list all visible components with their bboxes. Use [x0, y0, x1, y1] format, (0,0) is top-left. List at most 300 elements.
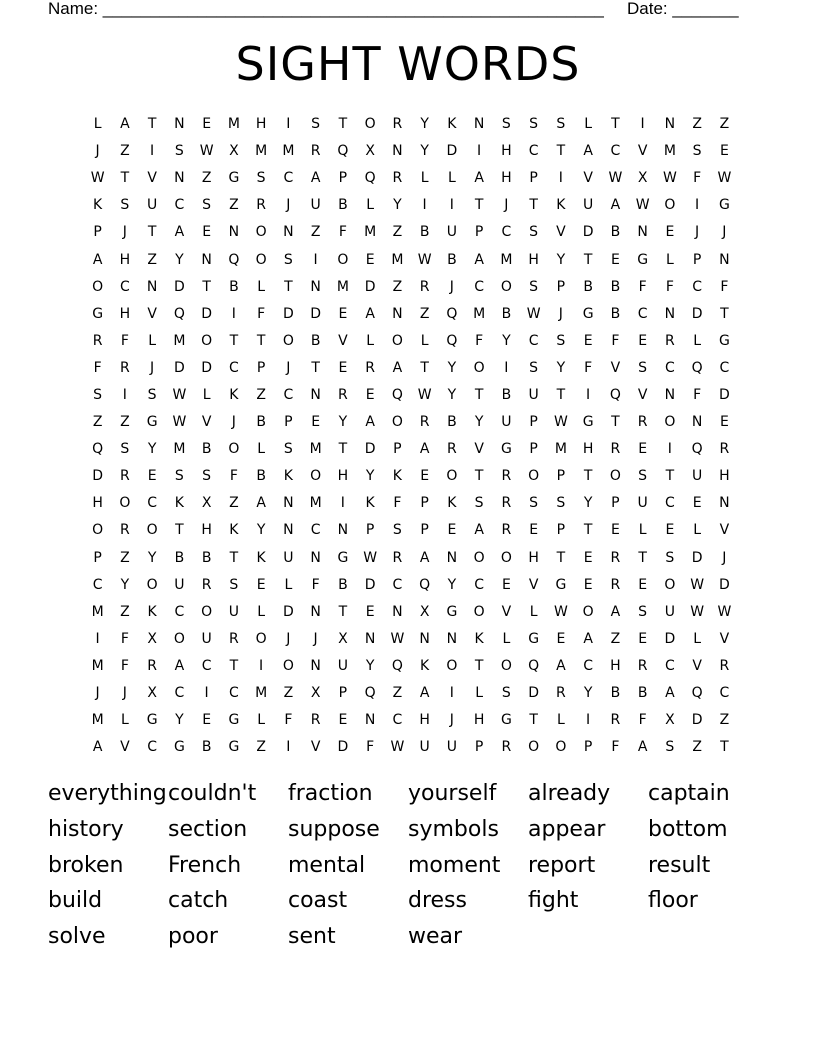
grid-row [84, 626, 738, 653]
grid-letter: B [229, 278, 239, 295]
grid-letter: F [584, 359, 593, 376]
grid-letter: H [201, 522, 212, 539]
grid-letter: T [529, 712, 538, 729]
grid-row [84, 653, 738, 680]
word-bank-item: floor [648, 888, 698, 914]
grid-letter: V [719, 630, 730, 647]
grid-letter: X [147, 630, 157, 647]
grid-letter: U [446, 224, 457, 241]
grid-letter: M [663, 143, 676, 160]
word-bank-item: bottom [648, 816, 728, 842]
grid-letter: R [501, 468, 512, 485]
grid-letter: C [174, 197, 185, 214]
grid-letter: J [150, 359, 155, 376]
grid-letter: N [664, 116, 676, 133]
word-bank-item: coast [288, 888, 348, 914]
grid-letter: I [586, 386, 591, 403]
grid-letter: P [556, 278, 566, 295]
grid-letter: J [122, 685, 127, 702]
grid-letter: L [529, 603, 538, 620]
grid-letter: Q [173, 305, 185, 322]
grid-letter: A [610, 603, 621, 620]
grid-letter: C [392, 576, 403, 593]
grid-letter: M [173, 332, 186, 349]
grid-letter: B [583, 278, 593, 295]
grid-letter: T [474, 468, 484, 485]
grid-letter: U [174, 576, 185, 593]
grid-letter: Y [147, 549, 157, 566]
grid-letter: Z [392, 685, 403, 702]
grid-letter: A [583, 630, 593, 647]
grid-letter: O [364, 116, 376, 133]
grid-letter: B [256, 414, 266, 431]
grid-letter: H [610, 657, 621, 674]
grid-letter: Z [392, 278, 403, 295]
grid-letter: S [283, 441, 293, 458]
grid-letter: Y [556, 359, 566, 376]
grid-letter: P [474, 739, 484, 756]
grid-letter: O [310, 468, 322, 485]
grid-letter: G [528, 630, 540, 647]
grid-letter: W [717, 170, 732, 187]
grid-letter: S [501, 685, 511, 702]
grid-letter: W [553, 414, 568, 431]
grid-letter: V [501, 603, 512, 620]
grid-letter: C [610, 143, 621, 160]
grid-letter: N [283, 224, 294, 241]
grid-row [84, 111, 738, 138]
grid-letter: O [201, 332, 213, 349]
grid-letter: I [449, 685, 454, 702]
grid-letter: J [231, 414, 236, 431]
grid-letter: H [501, 170, 512, 187]
word-bank-item: couldn't [168, 781, 257, 806]
grid-letter: C [147, 739, 158, 756]
grid-letter: X [201, 495, 212, 512]
grid-letter: K [174, 495, 184, 512]
grid-letter: O [555, 739, 567, 756]
grid-letter: L [475, 685, 484, 702]
grid-letter: T [147, 116, 157, 133]
grid-letter: E [583, 332, 593, 349]
grid-letter: C [174, 685, 185, 702]
grid-letter: P [93, 549, 102, 566]
grid-letter: W [172, 414, 187, 431]
grid-letter: M [554, 441, 567, 458]
grid-row [84, 545, 738, 572]
grid-letter: D [691, 305, 703, 322]
grid-letter: R [501, 522, 512, 539]
grid-letter: V [556, 224, 566, 241]
grid-letter: Q [92, 441, 104, 458]
grid-letter: H [582, 441, 594, 458]
grid-letter: L [120, 712, 129, 729]
grid-letter: M [309, 495, 322, 512]
grid-letter: B [610, 305, 621, 322]
grid-letter: J [286, 197, 291, 214]
grid-letter: S [638, 359, 648, 376]
grid-letter: E [256, 576, 266, 593]
grid-letter: S [147, 386, 157, 403]
grid-letter: N [664, 386, 676, 403]
grid-row [84, 707, 738, 734]
grid-letter: E [692, 495, 702, 512]
grid-letter: W [390, 630, 405, 647]
grid-letter: E [665, 224, 675, 241]
grid-letter: B [501, 386, 512, 403]
grid-letter: E [583, 576, 593, 593]
grid-letter: N [228, 224, 240, 241]
grid-letter: H [92, 495, 103, 512]
word-bank-item: appear [528, 816, 606, 842]
grid-letter: N [446, 630, 458, 647]
grid-letter: O [446, 468, 458, 485]
grid-letter: Z [610, 630, 621, 647]
word-bank-item: wear [408, 924, 463, 950]
grid-letter: M [227, 116, 240, 133]
grid-letter: O [255, 630, 267, 647]
grid-letter: J [449, 278, 454, 295]
grid-letter: O [92, 278, 104, 295]
grid-letter: W [390, 739, 405, 756]
grid-letter: E [719, 143, 729, 160]
grid-letter: P [529, 170, 538, 187]
grid-letter: O [173, 630, 185, 647]
word-bank-item: symbols [408, 816, 499, 842]
grid-letter: N [719, 251, 730, 268]
grid-letter: P [692, 251, 702, 268]
grid-letter: M [473, 305, 486, 322]
grid-letter: J [722, 224, 727, 241]
grid-letter: H [719, 468, 730, 485]
grid-letter: I [586, 712, 591, 729]
grid-letter: U [583, 197, 594, 214]
grid-letter: O [500, 657, 512, 674]
grid-letter: X [310, 685, 321, 702]
grid-letter: A [365, 305, 375, 322]
word-bank-item: dress [408, 888, 467, 914]
grid-letter: N [637, 224, 648, 241]
grid-letter: M [255, 685, 268, 702]
grid-letter: Y [120, 576, 130, 593]
grid-letter: L [366, 332, 375, 349]
grid-letter: W [199, 143, 214, 160]
grid-letter: T [583, 522, 593, 539]
grid-letter: F [611, 739, 620, 756]
grid-letter: M [91, 712, 104, 729]
grid-row [84, 436, 738, 463]
grid-letter: M [364, 224, 377, 241]
grid-letter: O [582, 603, 594, 620]
grid-letter: W [526, 305, 541, 322]
grid-letter: R [147, 657, 157, 674]
word-bank-item: French [168, 852, 242, 878]
grid-letter: D [528, 685, 540, 702]
grid-letter: O [664, 197, 676, 214]
grid-letter: Y [338, 414, 348, 431]
grid-letter: Z [419, 305, 430, 322]
grid-letter: C [664, 495, 675, 512]
grid-letter: V [474, 441, 484, 458]
grid-letter: K [256, 549, 266, 566]
grid-letter: V [719, 522, 730, 539]
grid-letter: C [283, 386, 294, 403]
grid-letter: T [720, 305, 729, 322]
grid-letter: L [693, 522, 702, 539]
grid-letter: I [313, 251, 318, 268]
grid-letter: A [310, 170, 321, 187]
grid-letter: F [338, 224, 347, 241]
grid-letter: O [609, 468, 621, 485]
grid-letter: Z [310, 224, 321, 241]
grid-letter: H [419, 712, 430, 729]
grid-letter: T [338, 603, 348, 620]
grid-letter: L [257, 441, 266, 458]
word-bank-item: catch [168, 888, 229, 914]
grid-letter: R [310, 143, 321, 160]
grid-letter: W [363, 549, 378, 566]
grid-letter: V [583, 170, 593, 187]
grid-letter: F [638, 712, 647, 729]
grid-letter: L [447, 170, 456, 187]
grid-letter: T [311, 359, 320, 376]
grid-letter: W [553, 603, 568, 620]
grid-letter: L [93, 116, 102, 133]
grid-letter: Y [556, 251, 566, 268]
grid-letter: O [473, 603, 485, 620]
grid-letter: L [502, 630, 511, 647]
grid-letter: K [147, 603, 157, 620]
grid-letter: H [337, 468, 349, 485]
grid-letter: T [229, 332, 239, 349]
word-bank-item: solve [48, 924, 106, 950]
grid-letter: Q [419, 576, 431, 593]
grid-letter: T [529, 197, 538, 214]
grid-letter: S [392, 522, 402, 539]
grid-letter: L [693, 630, 702, 647]
grid-letter: A [365, 414, 375, 431]
grid-letter: Y [474, 414, 484, 431]
grid-letter: P [338, 685, 348, 702]
grid-letter: C [174, 603, 185, 620]
grid-letter: Z [692, 739, 702, 756]
grid-letter: R [392, 116, 403, 133]
grid-letter: Q [391, 657, 403, 674]
grid-letter: B [419, 224, 430, 241]
grid-letter: P [556, 522, 566, 539]
grid-letter: W [717, 603, 732, 620]
date-field-label: Date: _______ [627, 0, 739, 18]
grid-letter: U [692, 468, 703, 485]
grid-letter: X [365, 143, 375, 160]
grid-letter: E [501, 576, 511, 593]
grid-letter: F [393, 495, 402, 512]
grid-letter: J [313, 630, 318, 647]
word-bank-item: history [48, 816, 124, 842]
grid-letter: Z [392, 224, 403, 241]
grid-letter: T [556, 143, 566, 160]
grid-letter: D [337, 739, 349, 756]
grid-letter: C [92, 576, 103, 593]
grid-letter: U [310, 197, 321, 214]
grid-letter: R [120, 359, 130, 376]
grid-letter: N [364, 712, 376, 729]
grid-letter: T [229, 657, 239, 674]
grid-letter: J [122, 224, 127, 241]
grid-letter: R [310, 712, 321, 729]
grid-letter: Z [120, 143, 130, 160]
grid-letter: S [529, 224, 539, 241]
grid-letter: Z [120, 603, 130, 620]
grid-letter: I [504, 359, 509, 376]
grid-letter: D [201, 359, 213, 376]
grid-letter: C [583, 657, 594, 674]
grid-letter: Y [256, 522, 266, 539]
grid-letter: B [201, 441, 212, 458]
grid-letter: G [173, 739, 185, 756]
grid-letter: Z [229, 495, 239, 512]
grid-letter: E [338, 712, 348, 729]
grid-letter: G [146, 712, 158, 729]
grid-row [84, 328, 738, 355]
grid-letter: R [610, 549, 621, 566]
grid-letter: B [338, 576, 348, 593]
grid-letter: Z [201, 170, 212, 187]
grid-letter: N [310, 657, 321, 674]
grid-letter: I [340, 495, 345, 512]
grid-letter: T [665, 468, 675, 485]
grid-letter: U [201, 630, 212, 647]
grid-letter: N [719, 495, 730, 512]
grid-letter: Q [446, 332, 458, 349]
grid-letter: F [638, 278, 647, 295]
grid-letter: F [120, 332, 129, 349]
grid-letter: G [582, 414, 594, 431]
grid-letter: I [122, 386, 127, 403]
grid-letter: C [637, 305, 648, 322]
grid-letter: K [420, 657, 430, 674]
word-bank-item: report [528, 852, 596, 878]
grid-letter: S [174, 468, 184, 485]
grid-letter: H [255, 116, 267, 133]
grid-letter: V [610, 359, 621, 376]
grid-letter: O [201, 603, 213, 620]
grid-letter: B [338, 197, 348, 214]
grid-letter: T [474, 386, 484, 403]
grid-row [84, 219, 738, 246]
grid-letter: Z [283, 685, 294, 702]
grid-letter: Q [446, 305, 458, 322]
grid-letter: A [92, 739, 103, 756]
grid-row [84, 165, 738, 192]
grid-letter: G [92, 305, 104, 322]
grid-letter: R [501, 739, 512, 756]
grid-letter: N [310, 386, 321, 403]
grid-letter: Y [175, 251, 184, 268]
grid-letter: O [500, 278, 512, 295]
grid-letter: W [90, 170, 105, 187]
grid-letter: C [283, 170, 294, 187]
grid-letter: E [420, 468, 430, 485]
grid-letter: C [392, 712, 403, 729]
grid-letter: L [257, 278, 266, 295]
grid-letter: E [529, 522, 539, 539]
grid-letter: K [392, 468, 402, 485]
grid-letter: A [474, 170, 484, 187]
grid-letter: P [529, 441, 538, 458]
grid-letter: W [690, 576, 705, 593]
grid-letter: B [501, 305, 512, 322]
grid-letter: R [419, 278, 430, 295]
grid-letter: R [419, 414, 430, 431]
grid-letter: L [284, 576, 293, 593]
grid-letter: S [529, 116, 539, 133]
grid-letter: O [119, 495, 131, 512]
grid-letter: T [120, 170, 130, 187]
grid-letter: U [283, 549, 294, 566]
grid-letter: I [231, 305, 236, 322]
grid-letter: D [310, 305, 322, 322]
grid-letter: P [611, 495, 620, 512]
grid-letter: B [256, 468, 266, 485]
grid-letter: L [257, 712, 266, 729]
grid-letter: O [228, 441, 240, 458]
grid-letter: D [364, 576, 376, 593]
grid-letter: C [474, 576, 485, 593]
grid-letter: Z [256, 386, 266, 403]
grid-letter: Z [120, 549, 130, 566]
grid-letter: T [338, 116, 348, 133]
grid-letter: G [228, 170, 240, 187]
grid-row [84, 274, 738, 301]
grid-letter: Z [692, 116, 702, 133]
grid-letter: G [228, 712, 240, 729]
grid-letter: U [637, 495, 648, 512]
grid-letter: E [365, 603, 375, 620]
grid-letter: T [611, 414, 620, 431]
grid-letter: F [93, 359, 102, 376]
grid-letter: X [147, 685, 157, 702]
name-field-label: Name: _____________________________________________________ [48, 0, 604, 18]
grid-letter: M [391, 251, 404, 268]
grid-letter: T [583, 468, 593, 485]
grid-letter: M [255, 143, 268, 160]
grid-letter: O [255, 224, 267, 241]
grid-letter: C [528, 332, 539, 349]
grid-letter: K [229, 522, 239, 539]
grid-letter: Y [583, 685, 593, 702]
grid-letter: H [473, 712, 485, 729]
grid-letter: S [665, 739, 675, 756]
grid-letter: U [147, 197, 158, 214]
grid-row [84, 490, 738, 517]
grid-letter: Y [365, 468, 375, 485]
grid-letter: E [638, 332, 648, 349]
grid-letter: G [500, 441, 512, 458]
grid-letter: R [365, 359, 375, 376]
grid-letter: J [95, 685, 100, 702]
grid-letter: Y [502, 332, 511, 349]
grid-letter: L [420, 170, 429, 187]
grid-letter: N [392, 305, 403, 322]
grid-letter: X [637, 170, 648, 187]
grid-letter: E [638, 441, 648, 458]
grid-letter: Z [719, 116, 730, 133]
grid-letter: S [692, 143, 702, 160]
grid-letter: K [365, 495, 375, 512]
grid-letter: C [664, 359, 675, 376]
grid-letter: N [446, 549, 458, 566]
